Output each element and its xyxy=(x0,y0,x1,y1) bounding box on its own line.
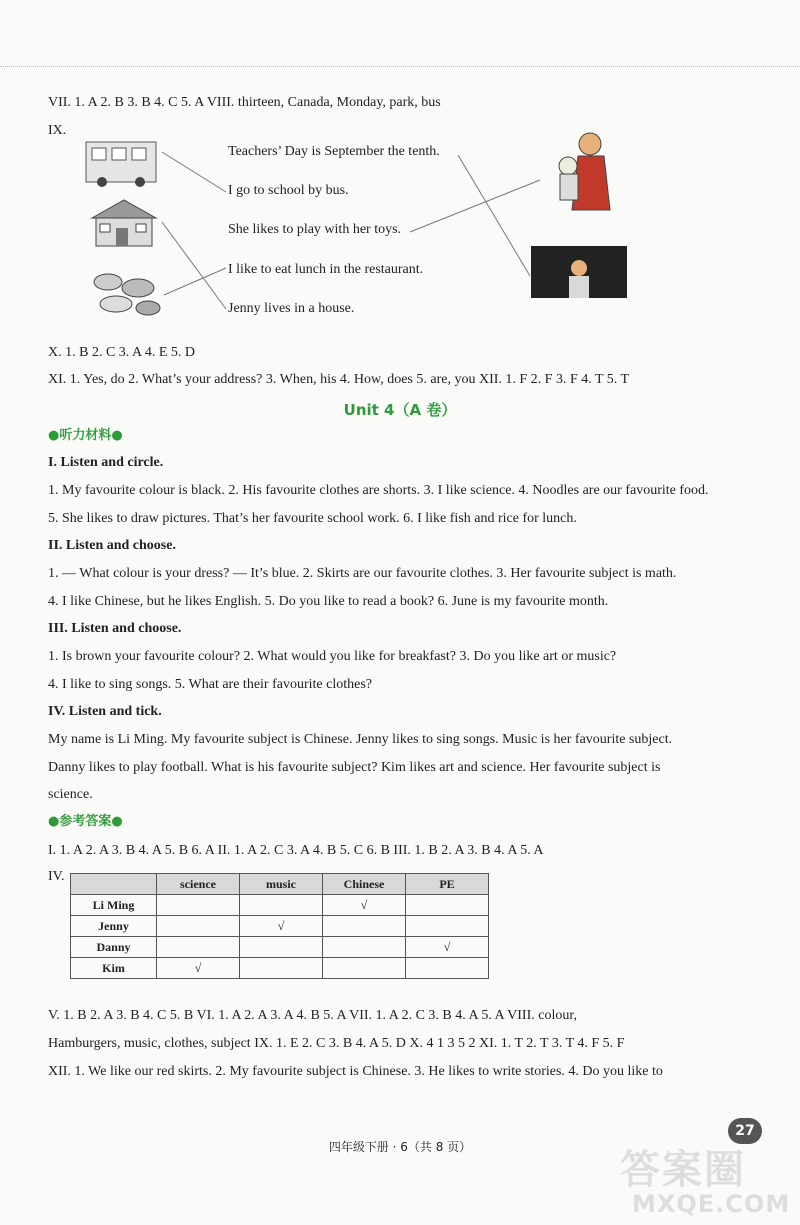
ix-sentence-3: She likes to play with her toys. xyxy=(228,222,402,237)
table-cell xyxy=(323,916,406,937)
answer-line-vii-viii: VII. 1. A 2. B 3. B 4. C 5. A VIII. thirteen, Canada, Monday, park, bus xyxy=(48,95,441,110)
listening-s1-line1: 1. My favourite colour is black. 2. His favourite clothes are shorts. 3. I like science. 4. Noodles are our favourite food. xyxy=(48,483,709,498)
table-cell xyxy=(240,958,323,979)
table-row-name: Li Ming xyxy=(71,895,157,916)
answers-line-v-viii: V. 1. B 2. A 3. B 4. C 5. B VI. 1. A 2. A 3. A 4. B 5. A VII. 1. A 2. C 3. B 4. A 5. A VIII. colour, xyxy=(48,1008,577,1023)
listening-s4-line3: science. xyxy=(48,787,93,802)
table-cell: √ xyxy=(406,937,489,958)
table-corner-cell xyxy=(71,874,157,895)
table-row xyxy=(71,937,489,958)
answer-line-x: X. 1. B 2. C 3. A 4. E 5. D xyxy=(48,345,196,360)
answers-iv-label: IV. xyxy=(48,869,65,884)
table-cell xyxy=(406,895,489,916)
table-header-row xyxy=(71,874,489,895)
answers-line-i-iii: I. 1. A 2. A 3. B 4. A 5. B 6. A II. 1. A 2. C 3. A 4. B 5. C 6. B III. 1. B 2. A 3. B 4. A 5. A xyxy=(48,843,544,858)
table-cell: √ xyxy=(240,916,323,937)
listening-s3-title: III. Listen and choose. xyxy=(48,621,182,636)
answers-header: ●参考答案● xyxy=(48,814,123,829)
table-header-music: music xyxy=(240,874,323,895)
table-row xyxy=(71,895,489,916)
listening-s2-line1: 1. — What colour is your dress? — It’s blue. 2. Skirts are our favourite clothes. 3. Her favourite subject is math. xyxy=(48,566,677,581)
ix-sentence-4: I like to eat lunch in the restaurant. xyxy=(228,262,424,277)
listening-s3-line2: 4. I like to sing songs. 5. What are their favourite clothes? xyxy=(48,677,372,692)
table-cell xyxy=(157,916,240,937)
table-row-name: Kim xyxy=(71,958,157,979)
table-row-name: Jenny xyxy=(71,916,157,937)
table-cell xyxy=(157,895,240,916)
table-cell xyxy=(157,937,240,958)
answers-iv-table xyxy=(70,873,489,979)
table-cell: √ xyxy=(157,958,240,979)
table-cell xyxy=(323,937,406,958)
table-header-science: science xyxy=(157,874,240,895)
table-header-pe: PE xyxy=(406,874,489,895)
listening-s1-line2: 5. She likes to draw pictures. That’s her favourite school work. 6. I like fish and rice for lunch. xyxy=(48,511,577,526)
listening-s2-line2: 4. I like Chinese, but he likes English. 5. Do you like to read a book? 6. June is my favourite month. xyxy=(48,594,609,609)
table-row xyxy=(71,916,489,937)
listening-header: ●听力材料● xyxy=(48,428,123,443)
watermark-url: MXQE.COM xyxy=(632,1190,791,1218)
table-row xyxy=(71,958,489,979)
watermark-logo: 答案圈 xyxy=(620,1147,746,1193)
ix-sentence-2: I go to school by bus. xyxy=(228,183,349,198)
ix-label: IX. xyxy=(48,123,67,138)
table-header-chinese: Chinese xyxy=(323,874,406,895)
table-cell xyxy=(406,958,489,979)
table-cell xyxy=(323,958,406,979)
ix-sentence-5: Jenny lives in a house. xyxy=(228,301,355,316)
listening-s1-title: I. Listen and circle. xyxy=(48,455,164,470)
unit-title: Unit 4（A 卷） xyxy=(343,401,457,419)
page-footer: 四年级下册 · 6（共 8 页） xyxy=(328,1140,472,1154)
listening-s4-line1: My name is Li Ming. My favourite subject is Chinese. Jenny likes to sing songs. Music is her favourite subject. xyxy=(48,732,673,747)
table-cell: √ xyxy=(323,895,406,916)
answers-line-ix-xi: Hamburgers, music, clothes, subject IX. 1. E 2. C 3. B 4. A 5. D X. 4 1 3 5 2 XI. 1. T 2. T 3. T 4. F 5. F xyxy=(48,1036,625,1051)
table-cell xyxy=(240,895,323,916)
ix-sentence-1: Teachers’ Day is September the tenth. xyxy=(228,144,440,159)
page-number-badge: 27 xyxy=(728,1118,762,1144)
listening-s3-line1: 1. Is brown your favourite colour? 2. What would you like for breakfast? 3. Do you like art or music? xyxy=(48,649,617,664)
answers-line-xii: XII. 1. We like our red skirts. 2. My favourite subject is Chinese. 3. He likes to write stories. 4. Do you like to xyxy=(48,1064,663,1079)
table-cell xyxy=(240,937,323,958)
listening-s2-title: II. Listen and choose. xyxy=(48,538,176,553)
table-row-name: Danny xyxy=(71,937,157,958)
listening-s4-title: IV. Listen and tick. xyxy=(48,704,162,719)
ix-matching-lines xyxy=(0,0,800,340)
listening-s4-line2: Danny likes to play football. What is his favourite subject? Kim likes art and science. Her favourite subject is xyxy=(48,760,661,775)
answer-line-xi-xii: XI. 1. Yes, do 2. What’s your address? 3. When, his 4. How, does 5. are, you XII. 1. F 2. F 3. F 4. T 5. T xyxy=(48,372,630,387)
table-cell xyxy=(406,916,489,937)
